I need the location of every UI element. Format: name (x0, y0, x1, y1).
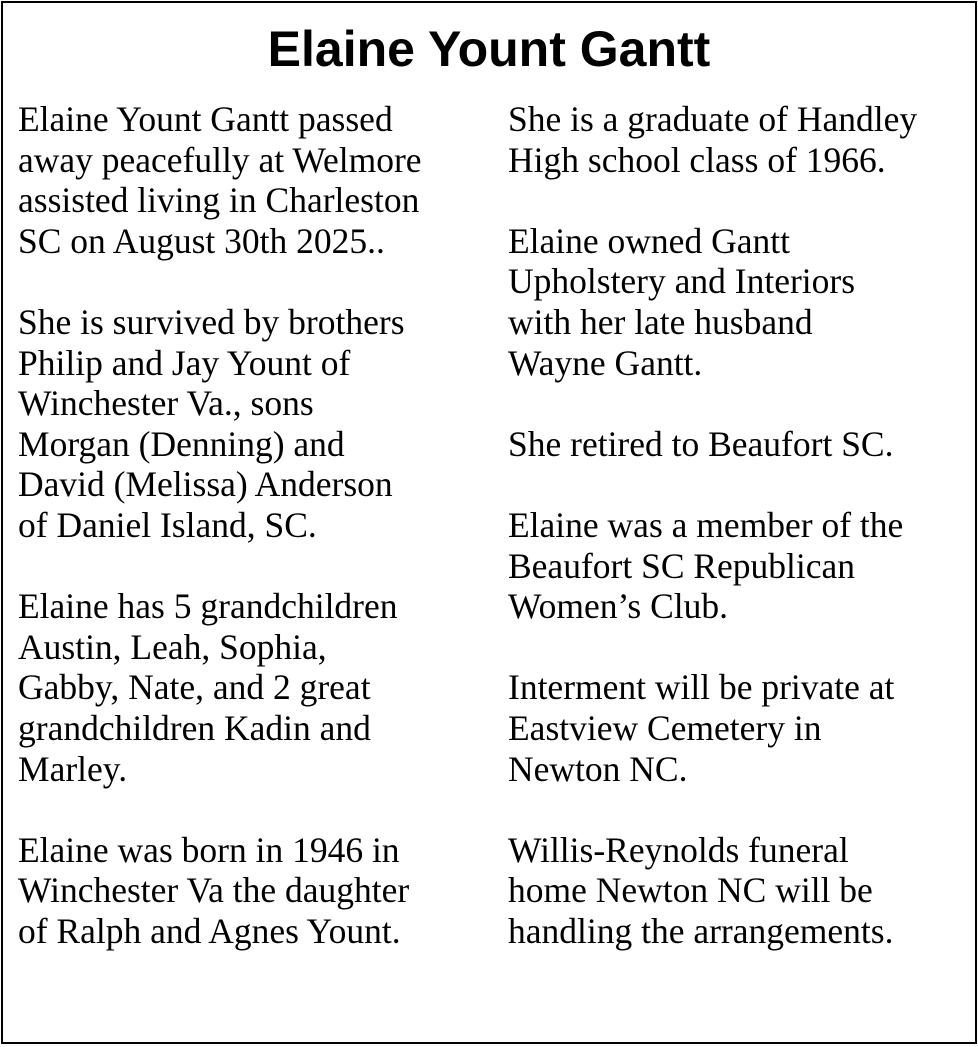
paragraph (508, 221, 973, 383)
text-line: Elaine has 5 grandchildren (18, 586, 398, 627)
text-line: grandchildren Kadin and (18, 707, 371, 748)
paragraph (508, 667, 973, 789)
text-line: She retired to Beaufort SC. (508, 423, 894, 464)
text-line: handling the arrangements. (508, 910, 894, 951)
paragraph (508, 99, 973, 180)
text-line: She is survived by brothers (18, 301, 405, 342)
text-line: of Ralph and Agnes Yount. (18, 910, 401, 951)
text-line: SC on August 30th 2025.. (18, 220, 385, 261)
text-line: of Daniel Island, SC. (18, 504, 317, 545)
text-line: Winchester Va the daughter (18, 870, 410, 911)
text-line: Eastview Cemetery in (508, 707, 822, 748)
left-column (18, 99, 488, 992)
text-line: Upholstery and Interiors (508, 261, 856, 302)
text-line: Elaine Yount Gantt passed (18, 99, 393, 139)
text-line: Newton NC. (508, 748, 688, 789)
text-line: She is a graduate of Handley (508, 99, 918, 139)
text-line: High school class of 1966. (508, 139, 886, 180)
text-line: Elaine owned Gantt (508, 220, 790, 261)
obituary-title: Elaine Yount Gantt (267, 21, 711, 77)
text-line: Women’s Club. (508, 586, 729, 627)
right-column (508, 99, 973, 992)
paragraph (508, 505, 973, 627)
paragraph (508, 424, 973, 465)
paragraph (18, 586, 488, 789)
text-line: Willis-Reynolds funeral (508, 829, 849, 870)
text-line: Gabby, Nate, and 2 great (18, 667, 371, 708)
text-line: Interment will be private at (508, 667, 895, 708)
obituary-frame (1, 1, 977, 1044)
text-line: Elaine was born in 1946 in (18, 829, 400, 870)
text-line: Philip and Jay Yount of (18, 342, 351, 383)
paragraph (508, 830, 973, 952)
text-line: Elaine was a member of the (508, 504, 904, 545)
text-line: home Newton NC will be (508, 870, 873, 911)
text-line: Austin, Leah, Sophia, (18, 626, 327, 667)
text-line: assisted living in Charleston (18, 180, 420, 221)
paragraph (18, 302, 488, 546)
text-line: Winchester Va., sons (18, 383, 314, 424)
paragraph (18, 99, 488, 261)
text-line: Marley. (18, 748, 128, 789)
text-line: away peacefully at Welmore (18, 139, 422, 180)
text-line: Beaufort SC Republican (508, 545, 856, 586)
text-line: Wayne Gantt. (508, 342, 703, 383)
text-line: Morgan (Denning) and (18, 423, 345, 464)
text-line: with her late husband (508, 301, 813, 342)
paragraph (18, 830, 488, 952)
text-line: David (Melissa) Anderson (18, 464, 393, 505)
